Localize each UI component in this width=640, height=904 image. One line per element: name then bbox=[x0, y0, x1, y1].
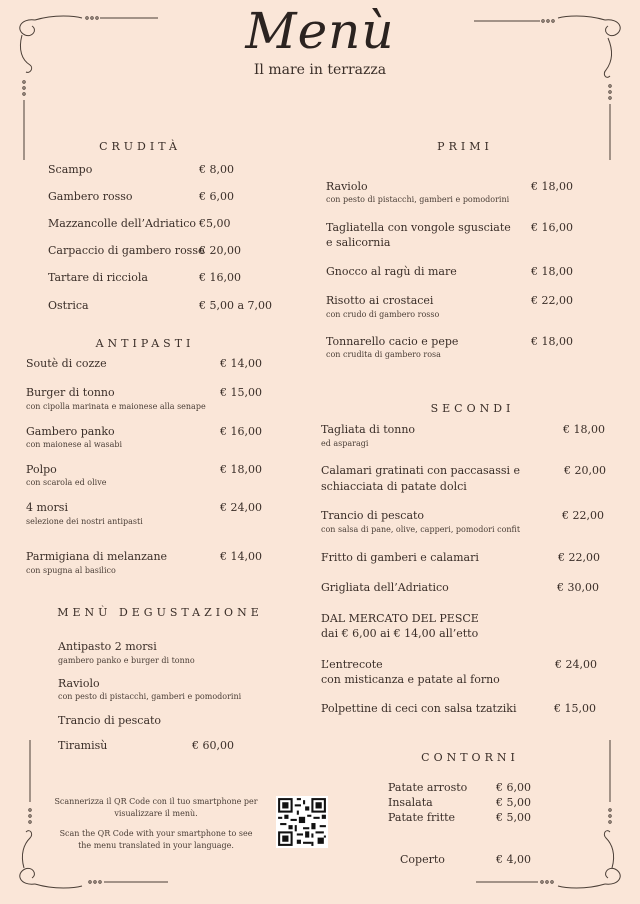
secondi-item-name: Polpettine di ceci con salsa tzatziki bbox=[321, 702, 517, 715]
secondi-item-desc: con salsa di pane, olive, capperi, pomodori confit bbox=[321, 525, 521, 534]
secondi-item-name: Fritto di gamberi e calamari bbox=[321, 551, 479, 564]
degustazione-item-name: Antipasto 2 morsi bbox=[58, 640, 157, 653]
antipasti-item-name: Parmigiana di melanzane bbox=[26, 550, 168, 563]
secondi-item-price: € 30,00 bbox=[557, 581, 599, 594]
crudita-item-name: Tartare di ricciola bbox=[48, 271, 148, 284]
secondi-item-price: € 24,00 bbox=[555, 658, 597, 671]
primi-item-desc: con crudita di gambero rosa bbox=[326, 350, 441, 359]
primi-item-name: Gnocco al ragù di mare bbox=[326, 265, 457, 278]
coperto-price: € 4,00 bbox=[496, 853, 531, 866]
contorni-item-name: Insalata bbox=[388, 796, 433, 809]
qr-code-icon[interactable] bbox=[276, 796, 328, 848]
secondi-item-name: Tagliata di tonno bbox=[321, 423, 416, 436]
secondi-item-price: € 22,00 bbox=[562, 509, 604, 522]
primi-item-name: Tonnarello cacio e pepe bbox=[326, 335, 459, 348]
contorni-item-price: € 5,00 bbox=[496, 796, 531, 809]
antipasti-title: ANTIPASTI bbox=[95, 337, 195, 350]
antipasti-item-price: € 18,00 bbox=[220, 463, 262, 476]
qr-text-english: Scan the QR Code with your smartphone to see the menu translated in your language. bbox=[59, 829, 253, 850]
crudita-item-name: Ostrica bbox=[48, 299, 89, 312]
antipasti-item-price: € 14,00 bbox=[220, 550, 262, 563]
contorni-item-price: € 5,00 bbox=[496, 811, 531, 824]
secondi-item-name-line2: con misticanza e patate al forno bbox=[321, 673, 500, 686]
antipasti-item-desc: con maionese al wasabi bbox=[26, 440, 123, 449]
page-title: Menù bbox=[245, 2, 395, 60]
antipasti-item-price: € 15,00 bbox=[220, 386, 262, 399]
primi-item-name: Tagliatella con vongole sgusciate bbox=[326, 221, 511, 234]
contorni-item-name: Patate fritte bbox=[388, 811, 456, 824]
qr-text-italian: Scannerizza il QR Code con il tuo smartphone per visualizzare il menù. bbox=[54, 797, 258, 818]
secondi-item-name: Grigliata dell’Adriatico bbox=[321, 581, 449, 594]
crudita-item-name: Mazzancolle dell’Adriatico bbox=[48, 217, 197, 230]
coperto-label: Coperto bbox=[400, 853, 445, 866]
crudita-item-price: € 6,00 bbox=[199, 190, 234, 203]
primi-item-desc: con pesto di pistacchi, gamberi e pomodorini bbox=[326, 195, 510, 204]
degustazione-title: MENÙ DEGUSTAZIONE bbox=[57, 606, 263, 619]
antipasti-item-price: € 16,00 bbox=[220, 425, 262, 438]
primi-item-name-line2: e salicornia bbox=[326, 236, 391, 249]
secondi-item-name: Calamari gratinati con paccasassi e bbox=[321, 464, 521, 477]
antipasti-item-name: Gambero panko bbox=[26, 425, 115, 438]
primi-item-name: Risotto ai crostacei bbox=[326, 294, 434, 307]
crudita-item-price: € 8,00 bbox=[199, 163, 234, 176]
crudita-item-price: € 16,00 bbox=[199, 271, 241, 284]
antipasti-item-name: Burger di tonno bbox=[26, 386, 115, 399]
antipasti-item-name: 4 morsi bbox=[26, 501, 68, 514]
crudita-item-name: Gambero rosso bbox=[48, 190, 133, 203]
primi-item-price: € 18,00 bbox=[531, 265, 573, 278]
degustazione-item-name: Trancio di pescato bbox=[58, 714, 162, 727]
degustazione-item-name: Tiramisù bbox=[58, 739, 108, 752]
secondi-item-price: € 18,00 bbox=[563, 423, 605, 436]
antipasti-item-name: Soutè di cozze bbox=[26, 357, 107, 370]
antipasti-item-desc: con spugna al basilico bbox=[26, 566, 116, 575]
secondi-item-name: DAL MERCATO DEL PESCE bbox=[321, 612, 479, 625]
crudita-item-price: €5,00 bbox=[199, 217, 231, 230]
antipasti-item-desc: con scarola ed olive bbox=[26, 478, 107, 487]
primi-item-desc: con crudo di gambero rosso bbox=[326, 310, 440, 319]
primi-item-name: Raviolo bbox=[326, 180, 368, 193]
secondi-item-price: € 22,00 bbox=[558, 551, 600, 564]
degustazione-item-name: Raviolo bbox=[58, 677, 100, 690]
primi-item-price: € 16,00 bbox=[531, 221, 573, 234]
crudita-title: CRUDITÀ bbox=[99, 140, 181, 153]
contorni-title: CONTORNI bbox=[421, 751, 519, 764]
degustazione-price: € 60,00 bbox=[192, 739, 234, 752]
primi-title: PRIMI bbox=[437, 140, 493, 153]
contorni-item-name: Patate arrosto bbox=[388, 781, 468, 794]
crudita-item-name: Scampo bbox=[48, 163, 93, 176]
antipasti-item-desc: con cipolla marinata e maionese alla senape bbox=[26, 402, 206, 411]
antipasti-item-name: Polpo bbox=[26, 463, 57, 476]
secondi-item-name: L’entrecote bbox=[321, 658, 383, 671]
primi-item-price: € 18,00 bbox=[531, 180, 573, 193]
antipasti-item-desc: selezione dei nostri antipasti bbox=[26, 517, 143, 526]
antipasti-item-price: € 24,00 bbox=[220, 501, 262, 514]
secondi-item-name-line2: schiacciata di patate dolci bbox=[321, 480, 467, 493]
antipasti-item-price: € 14,00 bbox=[220, 357, 262, 370]
degustazione-item-desc: con pesto di pistacchi, gamberi e pomodorini bbox=[58, 692, 242, 701]
crudita-item-price: € 20,00 bbox=[199, 244, 241, 257]
crudita-item-price: € 5,00 a 7,00 bbox=[199, 299, 273, 312]
secondi-item-price: € 15,00 bbox=[554, 702, 596, 715]
secondi-item-price: € 20,00 bbox=[564, 464, 606, 477]
crudita-item-name: Carpaccio di gambero rosso bbox=[48, 244, 205, 257]
secondi-item-desc: ed asparagi bbox=[321, 439, 369, 448]
primi-item-price: € 22,00 bbox=[531, 294, 573, 307]
degustazione-item-desc: gambero panko e burger di tonno bbox=[58, 656, 195, 665]
secondi-item-name-line2: dai € 6,00 ai € 14,00 all’etto bbox=[321, 627, 479, 640]
secondi-title: SECONDI bbox=[430, 402, 515, 415]
page-subtitle: Il mare in terrazza bbox=[253, 62, 387, 78]
contorni-item-price: € 6,00 bbox=[496, 781, 531, 794]
primi-item-price: € 18,00 bbox=[531, 335, 573, 348]
secondi-item-name: Trancio di pescato bbox=[321, 509, 425, 522]
